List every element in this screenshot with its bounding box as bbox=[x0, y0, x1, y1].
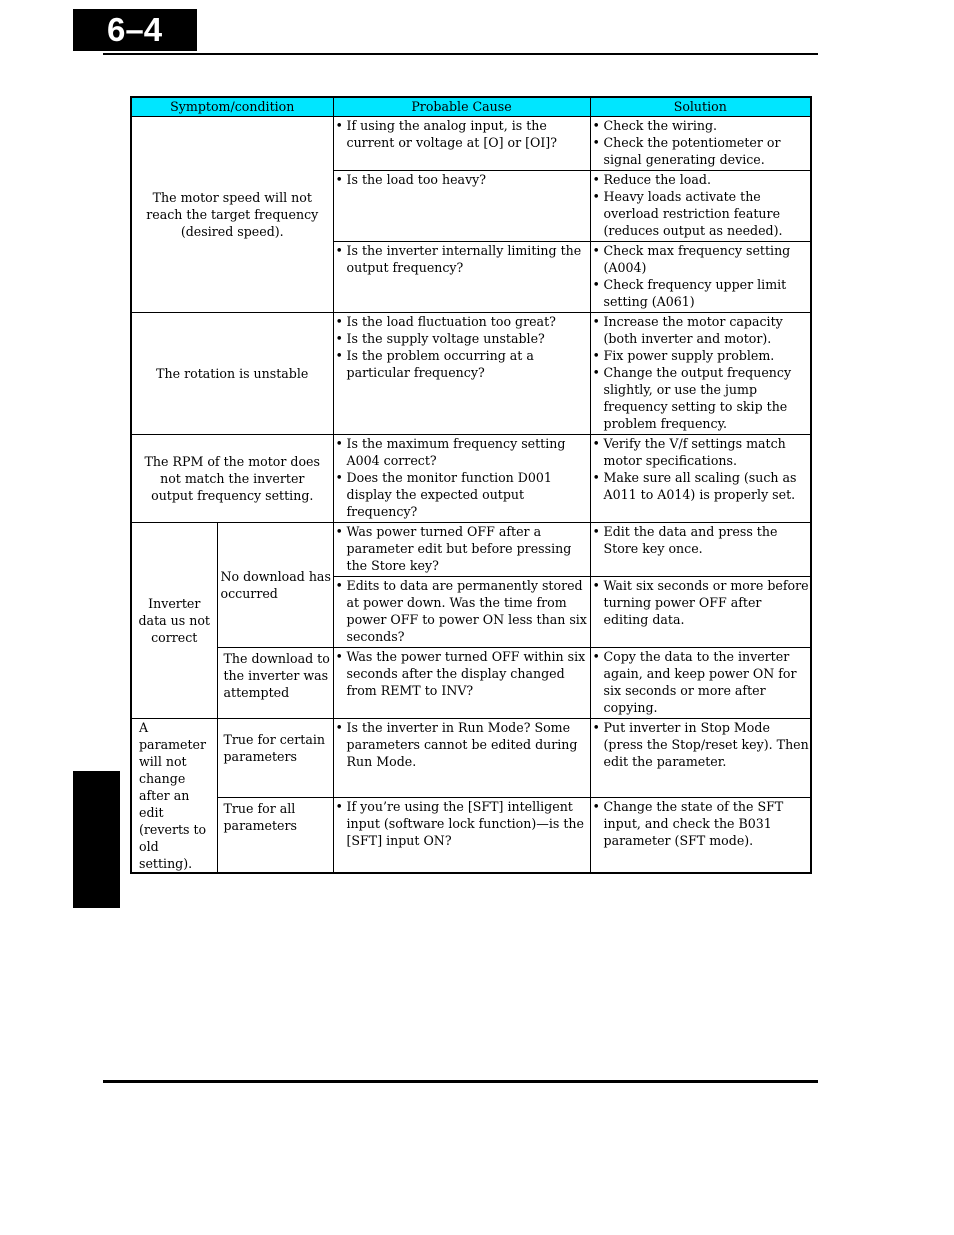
header-rule bbox=[103, 53, 818, 55]
cause-cell bbox=[333, 719, 590, 798]
list-item: • Reduce the load. bbox=[591, 171, 811, 188]
list-item: • Edits to data are permanently stored at power down. Was the time from power OFF to power ON less than six seconds? bbox=[334, 577, 590, 645]
symptom-cell: The RPM of the motor does not match the inverter output frequency setting. bbox=[131, 435, 333, 523]
list-item: • Heavy loads activate the overload restriction feature (reduces output as needed). bbox=[591, 188, 811, 239]
list-item: • Increase the motor capacity (both inverter and motor). bbox=[591, 313, 811, 347]
list-item: • Verify the V/f settings match motor specifications. bbox=[591, 435, 811, 469]
cause-cell bbox=[333, 435, 590, 523]
list-item: • Is the load fluctuation too great? bbox=[334, 313, 590, 330]
column-header-symptom: Symptom/condition bbox=[131, 97, 333, 117]
symptom-cell: The rotation is unstable bbox=[131, 313, 333, 435]
cause-cell bbox=[333, 797, 590, 873]
solution-cell bbox=[590, 719, 811, 798]
list-item: • Put inverter in Stop Mode (press the Stop/reset key). Then edit the parameter. bbox=[591, 719, 811, 770]
list-item: • Check max frequency setting (A004) bbox=[591, 242, 811, 276]
list-item: • Was power turned OFF after a parameter edit but before pressing the Store key? bbox=[334, 523, 590, 574]
list-item: • Is the supply voltage unstable? bbox=[334, 330, 590, 347]
condition-cell: The download to the inverter was attempted bbox=[217, 648, 333, 719]
list-item: • Fix power supply problem. bbox=[591, 347, 811, 364]
cause-cell bbox=[333, 648, 590, 719]
chapter-side-tab bbox=[73, 771, 120, 908]
cause-cell bbox=[333, 171, 590, 242]
footer-rule bbox=[103, 1080, 818, 1083]
table-row bbox=[131, 435, 811, 523]
list-item: • Check the wiring. bbox=[591, 117, 811, 134]
cause-cell bbox=[333, 523, 590, 577]
table-row bbox=[131, 523, 811, 577]
list-item: • Change the output frequency slightly, or use the jump frequency setting to skip the problem frequency. bbox=[591, 364, 811, 432]
page-number-tab bbox=[73, 9, 197, 51]
column-header-solution: Solution bbox=[590, 97, 811, 117]
list-item: • Check the potentiometer or signal generating device. bbox=[591, 134, 811, 168]
solution-cell bbox=[590, 797, 811, 873]
symptom-cell: The motor speed will not reach the target frequency (desired speed). bbox=[131, 117, 333, 313]
condition-cell: True for all parameters bbox=[217, 797, 333, 873]
solution-cell bbox=[590, 171, 811, 242]
cause-cell bbox=[333, 117, 590, 171]
list-item: • Copy the data to the inverter again, and keep power ON for six seconds or more after copying. bbox=[591, 648, 811, 716]
list-item: • Wait six seconds or more before turning power OFF after editing data. bbox=[591, 577, 811, 628]
table-row bbox=[131, 117, 811, 171]
symptom-cell: Inverter data us not correct bbox=[131, 523, 217, 719]
page-number: 6–4 bbox=[107, 11, 163, 48]
symptom-cell: A parameter will not change after an edit (reverts to old setting). bbox=[131, 719, 217, 874]
list-item: • If you’re using the [SFT] intelligent input (software lock function)—is the [SFT] input ON? bbox=[334, 798, 590, 849]
troubleshooting-table bbox=[130, 96, 812, 874]
list-item: • Is the inverter internally limiting the output frequency? bbox=[334, 242, 590, 276]
table-row bbox=[131, 313, 811, 435]
list-item: • Edit the data and press the Store key once. bbox=[591, 523, 811, 557]
column-header-cause: Probable Cause bbox=[333, 97, 590, 117]
solution-cell bbox=[590, 523, 811, 577]
solution-cell bbox=[590, 435, 811, 523]
list-item: • Was the power turned OFF within six seconds after the display changed from REMT to INV? bbox=[334, 648, 590, 699]
solution-cell bbox=[590, 117, 811, 171]
cause-cell bbox=[333, 577, 590, 648]
list-item: • Is the maximum frequency setting A004 correct? bbox=[334, 435, 590, 469]
solution-cell bbox=[590, 242, 811, 313]
cause-cell bbox=[333, 313, 590, 435]
list-item: • Does the monitor function D001 display the expected output frequency? bbox=[334, 469, 590, 520]
list-item: • If using the analog input, is the current or voltage at [O] or [OI]? bbox=[334, 117, 590, 151]
table-header-row bbox=[131, 97, 811, 117]
list-item: • Is the load too heavy? bbox=[334, 171, 590, 188]
list-item: • Is the inverter in Run Mode? Some parameters cannot be edited during Run Mode. bbox=[334, 719, 590, 770]
list-item: • Change the state of the SFT input, and check the B031 parameter (SFT mode). bbox=[591, 798, 811, 849]
list-item: • Make sure all scaling (such as A011 to A014) is properly set. bbox=[591, 469, 811, 503]
table-row bbox=[131, 797, 811, 873]
cause-cell bbox=[333, 242, 590, 313]
list-item: • Check frequency upper limit setting (A061) bbox=[591, 276, 811, 310]
solution-cell bbox=[590, 313, 811, 435]
condition-cell: True for certain parameters bbox=[217, 719, 333, 798]
solution-cell bbox=[590, 577, 811, 648]
table-row bbox=[131, 648, 811, 719]
list-item: • Is the problem occurring at a particular frequency? bbox=[334, 347, 590, 381]
solution-cell bbox=[590, 648, 811, 719]
table-row bbox=[131, 719, 811, 798]
condition-cell: No download has occurred bbox=[217, 523, 333, 648]
